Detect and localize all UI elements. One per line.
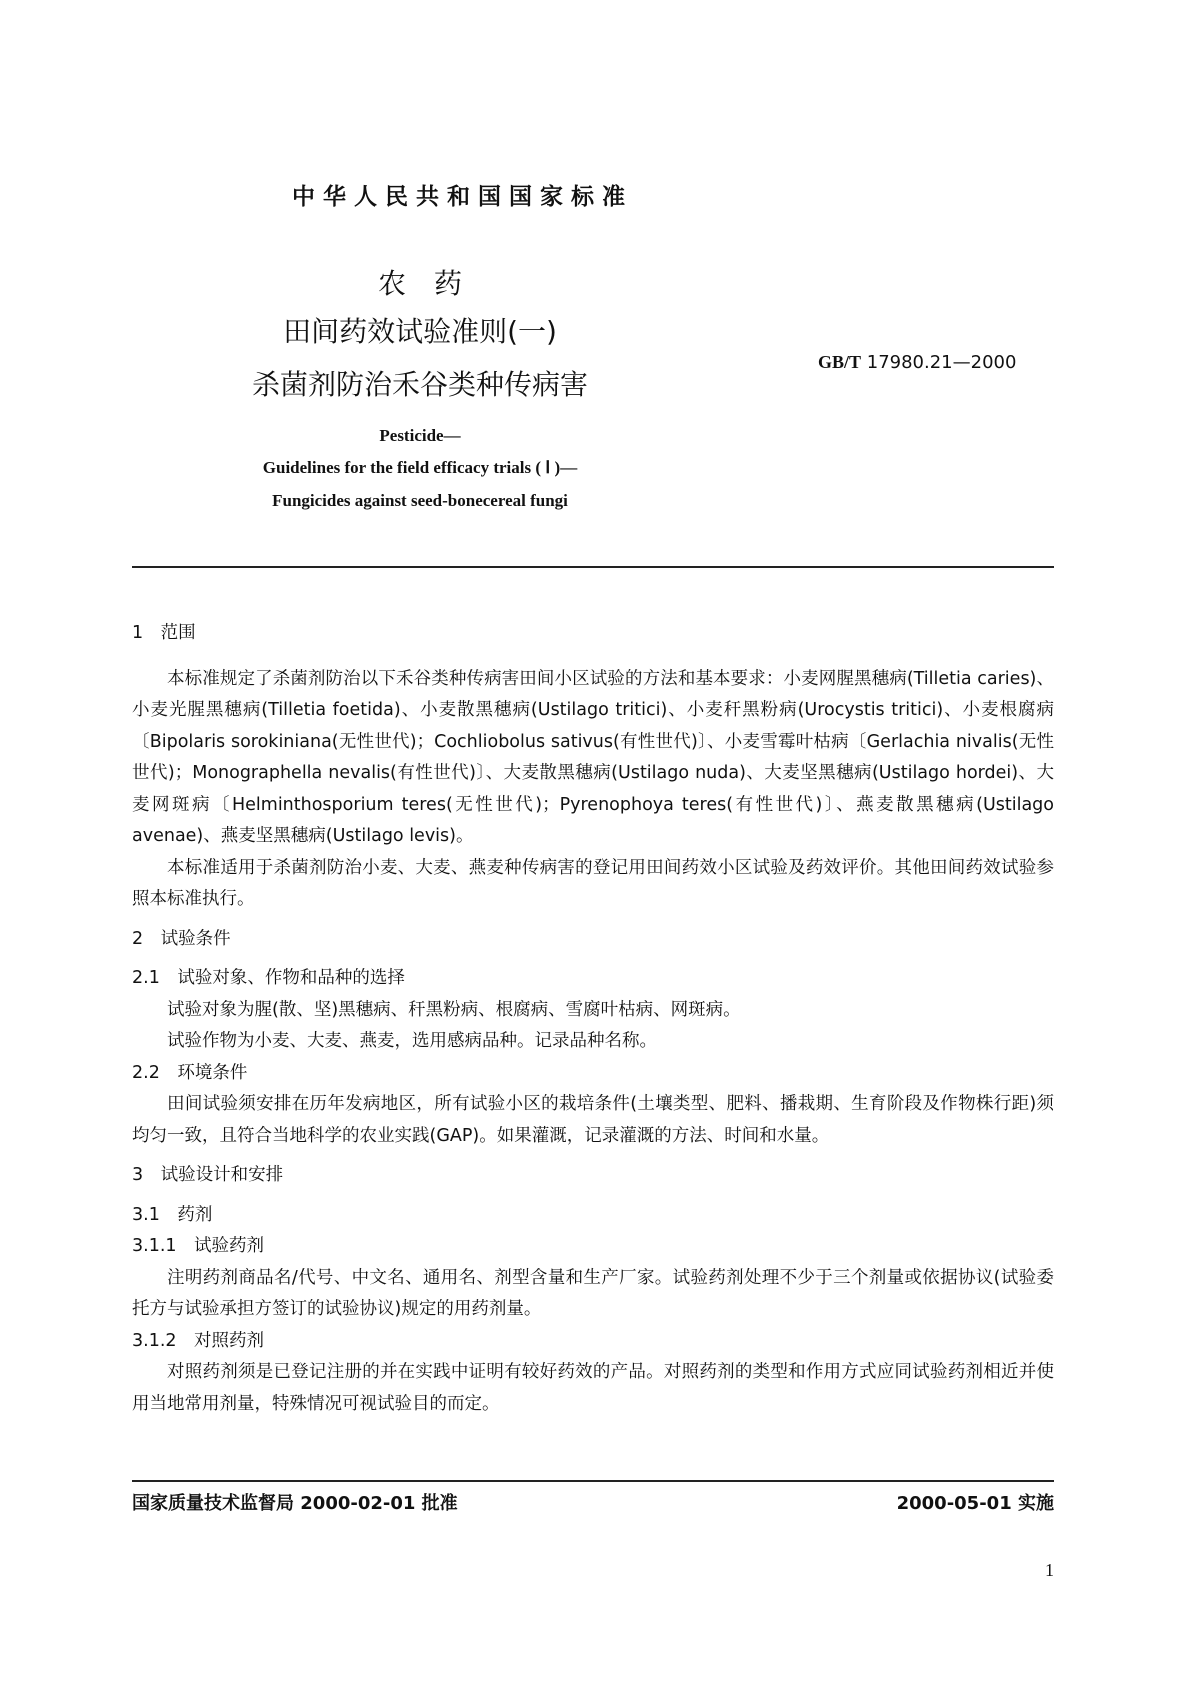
section-1-paragraph-2: 本标准适用于杀菌剂防治小麦、大麦、燕麦种传病害的登记用田间药效小区试验及药效评价。其他田间药效试验参照本标准执行。 (132, 857, 1054, 909)
section-2-1-paragraph-1: 试验对象为腥(散、坚)黑穗病、秆黑粉病、根腐病、雪腐叶枯病、网斑病。 (167, 999, 741, 1020)
implementation-date: 2000-05-01 实施 (896, 1493, 1054, 1514)
header-divider (132, 566, 1054, 568)
section-3-1-1-heading: 3.1.1 试验药剂 (132, 1236, 265, 1256)
section-3-heading: 3 试验设计和安排 (132, 1165, 284, 1185)
section-3-1-2-heading: 3.1.2 对照药剂 (132, 1330, 265, 1351)
page-number: 1 (1045, 1560, 1054, 1580)
title-line-2: 田间药效试验准则(一) (283, 315, 557, 348)
national-standard-heading: 中华人民共和国国家标准 (292, 184, 633, 210)
section-2-1-paragraph-2: 试验作物为小麦、大麦、燕麦，选用感病品种。记录品种名称。 (167, 1031, 657, 1051)
english-title-line-1: Pesticide— (379, 426, 461, 445)
document-body (132, 612, 1054, 1420)
section-1-heading: 1 范围 (132, 623, 196, 643)
title-line-1: 农 药 (377, 267, 462, 300)
section-2-heading: 2 试验条件 (132, 928, 231, 949)
english-title-line-3: Fungicides against seed-bonecereal fungi (272, 491, 568, 510)
section-2-2-paragraph: 田间试验须安排在历年发病地区，所有试验小区的栽培条件(土壤类型、肥料、播栽期、生育阶段及作物株行距)须均匀一致，且符合当地科学的农业实践(GAP)。如果灌溉，记录灌溉的方法、时间和水量。 (132, 1094, 1054, 1146)
section-3-1-heading: 3.1 药剂 (132, 1204, 213, 1225)
standard-code-number: 17980.21—2000 (866, 352, 1017, 373)
standard-code-prefix: GB/T (818, 352, 862, 372)
section-2-2-heading: 2.2 环境条件 (132, 1062, 248, 1083)
section-2-1-heading: 2.1 试验对象、作物和品种的选择 (132, 968, 405, 988)
section-3-1-1-paragraph: 注明药剂商品名/代号、中文名、通用名、剂型含量和生产厂家。试验药剂处理不少于三个剂量或依据协议(试验委托方与试验承担方签订的试验协议)规定的用药剂量。 (132, 1267, 1054, 1319)
footer-divider (132, 1480, 1054, 1482)
approval-note: 国家质量技术监督局 2000-02-01 批准 (132, 1493, 458, 1514)
title-line-3: 杀菌剂防治禾谷类种传病害 (251, 368, 588, 401)
english-title-line-2: Guidelines for the field efficacy trials ( Ⅰ )— (262, 458, 578, 477)
section-1-paragraph-1: 本标准规定了杀菌剂防治以下禾谷类种传病害田间小区试验的方法和基本要求：小麦网腥黑穗病(Tilletia caries)、小麦光腥黑穗病(Tilletia foetida)、小麦散黑穗病(Ustilago tritici)、小麦秆黑粉病(Urocystis tritici)、小麦根腐病〔Bipolaris sorokiniana(无性世代)；Cochliobolus sativus(有性世代)〕、小麦雪霉叶枯病〔Gerlachia nivalis(无性世代)；Monographella nevalis(有性世代)〕、大麦散黑穗病(Ustilago nuda)、大麦坚黑穗病(Ustilago hordei)、大麦网斑病〔Helminthosporium teres(无性世代)；Pyrenophoya teres(有性世代)〕、燕麦散黑穗病(Ustilago avenae)、燕麦坚黑穗病(Ustilago levis)。 (132, 668, 1054, 846)
standard-code (818, 352, 1016, 373)
section-3-1-2-paragraph: 对照药剂须是已登记注册的并在实践中证明有较好药效的产品。对照药剂的类型和作用方式应同试验药剂相近并使用当地常用剂量，特殊情况可视试验目的而定。 (132, 1362, 1054, 1414)
